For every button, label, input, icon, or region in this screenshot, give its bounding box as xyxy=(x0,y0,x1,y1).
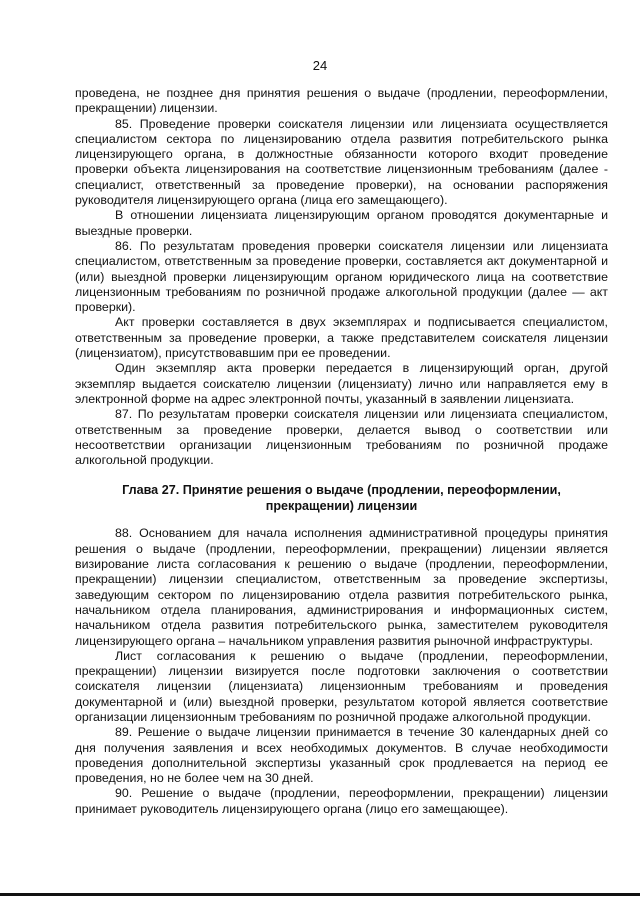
paragraph: проведена, не позднее дня принятия решения о выдаче (продлении, переоформлении, прекращении) лицензии. xyxy=(75,86,608,116)
page-number: 24 xyxy=(312,58,328,73)
paragraph: Один экземпляр акта проверки передается в лицензирующий орган, другой экземпляр выдается соискателю лицензии (лицензиату) лично или направляется ему в электронной форме на адрес электронной почты, указанный в заявлении лицензиата. xyxy=(75,361,608,406)
paragraph: 89. Решение о выдаче лицензии принимается в течение 30 календарных дней со дня получения заявления и всех необходимых документов. В случае необходимости проведения дополнительной экспертизы указанный срок продлевается на период ее проведения, но не более чем на 30 дней. xyxy=(75,725,608,786)
paragraph: 87. По результатам проверки соискателя лицензии или лицензиата специалистом, ответственным за проведение проверки, делается вывод о соответствии или несоответствии организации лицензионным требованиям по розничной продаже алкогольной продукции. xyxy=(75,407,608,468)
paragraph: 88. Основанием для начала исполнения административной процедуры принятия решения о выдаче (продлении, переоформлении, прекращении) лицензии является визирование листа согласования к решению о выдаче (продлении, переоформлении, прекращении) лицензии специалистом, ответственным за проведение экспертизы, заведующим сектором по лицензированию отдела развития потребительского рынка, начальником отдела планирования, администрирования и информационных систем, начальником отдела развития потребительского рынка, заместителем руководителя лицензирующего органа – начальником управления развития рыночной инфраструктуры. xyxy=(75,526,608,648)
document-body xyxy=(75,86,608,817)
paragraph: Лист согласования к решению о выдаче (продлении, переоформлении, прекращении) лицензии визируется после подготовки заключения о соответствии соискателя лицензии (лицензиата) лицензионным требованиям и проведения документарной и (или) выездной проверки, результатом которой является соответствие организации лицензионным требованиям по розничной продаже алкогольной продукции. xyxy=(75,648,608,724)
chapter-title: Глава 27. Принятие решения о выдаче (продлении, переоформлении, прекращении) лицензии xyxy=(122,483,561,513)
paragraph: В отношении лицензиата лицензирующим органом проводятся документарные и выездные проверки. xyxy=(75,208,608,238)
paragraph: 85. Проведение проверки соискателя лицензии или лицензиата осуществляется специалистом сектора по лицензированию отдела развития потребительского рынка лицензирующего органа, в должностные обязанности которого входит проведение проверки объекта лицензирования на соответствие лицензионным требованиям (далее - специалист, ответственный за проведение проверки), на основании распоряжения руководителя лицензирующего органа (лица его замещающего). xyxy=(75,116,608,208)
paragraph: 90. Решение о выдаче (продлении, переоформлении, прекращении) лицензии принимает руководитель лицензирующего органа (лицо его замещающее). xyxy=(75,786,608,816)
paragraph: Акт проверки составляется в двух экземплярах и подписывается специалистом, ответственным за проведение проверки, а также представителем соискателя лицензии (лицензиатом), присутствовавшим при ее проведении. xyxy=(75,315,608,361)
bottom-border-line xyxy=(0,893,640,896)
paragraph: 86. По результатам проведения проверки соискателя лицензии или лицензиата специалистом, ответственным за проведение проверки, составляется акт документарной и (или) выездной проверки лицензирующим органом юридического лица на соответствие лицензионным требованиям по розничной продаже алкогольной продукции (далее — акт проверки). xyxy=(75,238,608,315)
